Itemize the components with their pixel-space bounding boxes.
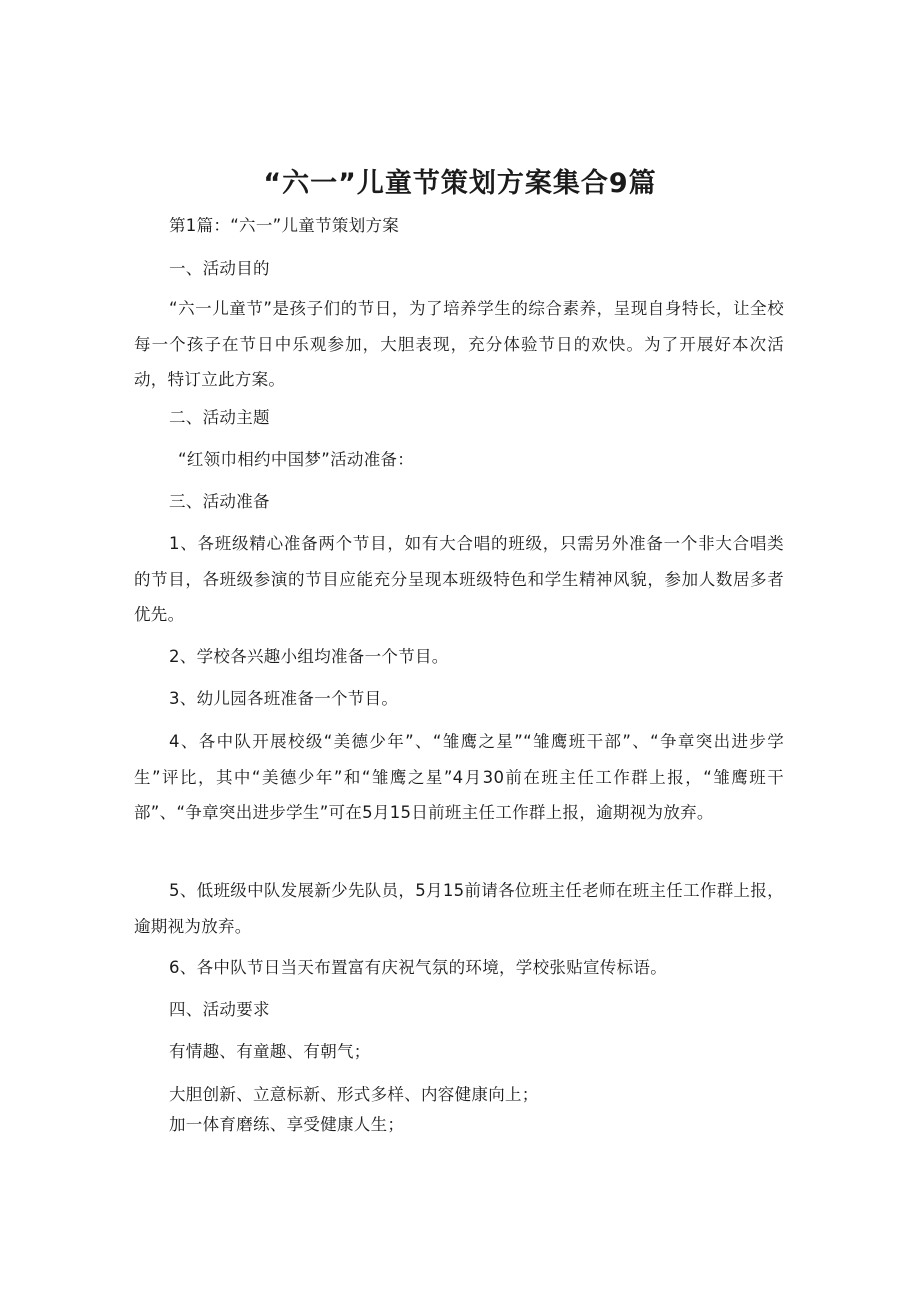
section-body-theme: “红领巾相约中国梦”活动准备： — [178, 450, 415, 469]
section-heading-preparation: 三、活动准备 — [169, 492, 270, 511]
requirements-line-1: 有情趣、有童趣、有朝气； — [169, 1042, 371, 1061]
preparation-item-4: 4、各中队开展校级“美德少年”、“雏鹰之星”“雏鹰班干部”、“争章突出进步学生”评比，其中“美德少年”和“雏鹰之星”4月30前在班主任工作群上报，“雏鹰班干部”、“争章突出进步学生”可在5月15日前班主任工作群上报，逾期视为放弃。 — [134, 732, 784, 822]
section-heading-theme: 二、活动主题 — [169, 408, 270, 427]
preparation-item-3: 3、幼儿园各班准备一个节目。 — [169, 689, 399, 708]
preparation-item-6: 6、各中队节日当天布置富有庆祝气氛的环境，学校张贴宣传标语。 — [169, 958, 667, 977]
preparation-item-2: 2、学校各兴趣小组均准备一个节目。 — [169, 647, 449, 666]
chapter-heading: 第1篇：“六一”儿童节策划方案 — [169, 216, 400, 235]
section-heading-requirements: 四、活动要求 — [169, 1000, 270, 1019]
section-body-purpose: “六一儿童节”是孩子们的节日，为了培养学生的综合素养，呈现自身特长，让全校每一个孩子在节日中乐观参加，大胆表现，充分体验节日的欢快。为了开展好本次活动，特订立此方案。 — [134, 299, 784, 389]
preparation-item-1: 1、各班级精心准备两个节目，如有大合唱的班级，只需另外准备一个非大合唱类的节目，各班级参演的节目应能充分呈现本班级特色和学生精神风貌，参加人数居多者优先。 — [134, 534, 784, 624]
preparation-item-5: 5、低班级中队发展新少先队员，5月15前请各位班主任老师在班主任工作群上报，逾期视为放弃。 — [134, 881, 784, 936]
section-heading-purpose: 一、活动目的 — [169, 259, 270, 278]
document-title: “六一”儿童节策划方案集合9篇 — [263, 168, 657, 199]
requirements-line-2: 大胆创新、立意标新、形式多样、内容健康向上； — [169, 1085, 539, 1104]
requirements-line-3: 加一体育磨练、享受健康人生； — [169, 1115, 405, 1134]
